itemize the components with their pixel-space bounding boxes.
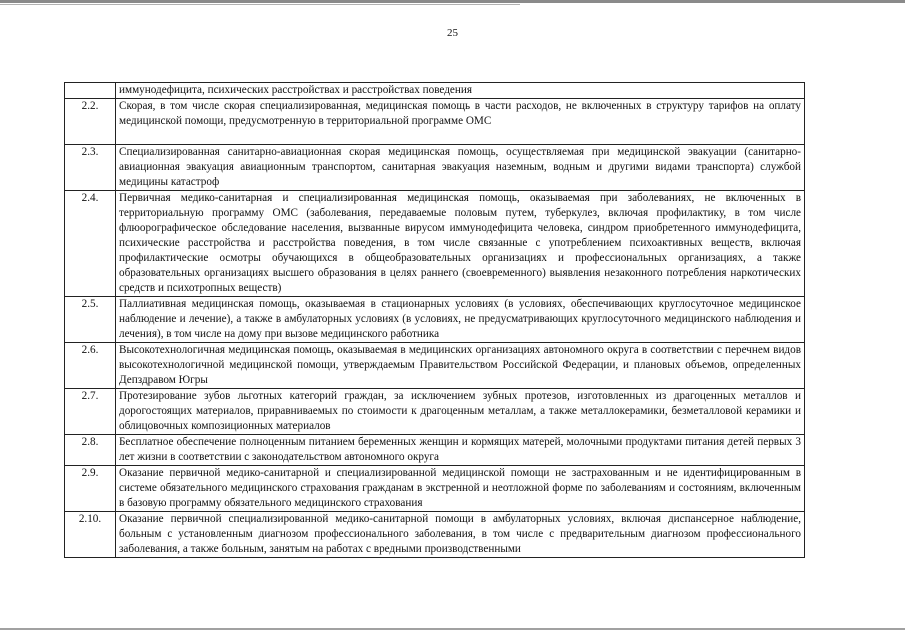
row-text: Оказание первичной медико-санитарной и специализированной медицинской помощи не застрахованным и не идентифицированным в системе обязательного медицинского страхования гражданам в экстренной и неотложной форме по заболеваниям и состояниям, включенным в базовую программу обязательного медицинского страхования bbox=[116, 466, 805, 512]
scan-top-edge-line bbox=[0, 4, 520, 5]
page-number: 25 bbox=[447, 27, 458, 39]
row-text-content: Скорая, в том числе скорая специализированная, медицинская помощь в части расходов, не включенных в структуру тарифов на оплату медицинской помощи, предусмотренную в территориальной программе ОМС bbox=[119, 100, 801, 127]
scan-bottom-edge bbox=[0, 628, 905, 630]
row-text: иммунодефицита, психических расстройствах и расстройствах поведения bbox=[116, 83, 805, 99]
row-number bbox=[65, 83, 116, 99]
row-text: Паллиативная медицинская помощь, оказываемая в стационарных условиях (в условиях, обеспечивающих круглосуточное медицинское наблюдение и лечение), а также в амбулаторных условиях (в условиях, не предусматривающих круглосуточного медицинского наблюдения и лечения), в том числе на дому при вызове медицинского работника bbox=[116, 297, 805, 343]
row-text: Протезирование зубов льготных категорий граждан, за исключением зубных протезов, изготовленных из драгоценных металлов и дорогостоящих материалов, приравниваемых по стоимости к драгоценным металлам, а также металлокерамики, безметалловой керамики и облицовочных композиционных материалов bbox=[116, 389, 805, 435]
row-number: 2.9. bbox=[65, 466, 116, 512]
services-table bbox=[64, 82, 805, 558]
table-row bbox=[65, 466, 805, 512]
row-number: 2.5. bbox=[65, 297, 116, 343]
table-row bbox=[65, 99, 805, 145]
table-row bbox=[65, 343, 805, 389]
row-text: Высокотехнологичная медицинская помощь, оказываемая в медицинских организациях автономного округа в соответствии с перечнем видов высокотехнологичной медицинской помощи, утверждаемым Правительством Российской Федерации, и плановых объемов, определенных Депздравом Югры bbox=[116, 343, 805, 389]
row-text: Первичная медико-санитарная и специализированная медицинская помощь, оказываемая при заболеваниях, не включенных в территориальную программу ОМС (заболевания, передаваемые половым путем, туберкулез, включая профилактику, в том числе флюорографическое обследование населения, вызванные вирусом иммунодефицита человека, синдром приобретенного иммунодефицита, психические расстройства и расстройства поведения, в том числе связанные с употреблением психоактивных веществ, включая профилактические осмотры обучающихся в общеобразовательных организациях и профессиональных организациях, а также образовательных организациях высшего образования в целях раннего (своевременного) выявления незаконного потребления наркотических средств и психотропных веществ) bbox=[116, 191, 805, 297]
table-row bbox=[65, 435, 805, 466]
row-number: 2.7. bbox=[65, 389, 116, 435]
table-row bbox=[65, 389, 805, 435]
row-number: 2.3. bbox=[65, 145, 116, 191]
table-row bbox=[65, 191, 805, 297]
row-text: Специализированная санитарно-авиационная скорая медицинская помощь, осуществляемая при медицинской эвакуации (санитарно-авиационная эвакуация авиационным транспортом, санитарная эвакуация наземным, водным и другими видами транспорта) службой медицины катастроф bbox=[116, 145, 805, 191]
table-row bbox=[65, 297, 805, 343]
table-row bbox=[65, 83, 805, 99]
row-number: 2.6. bbox=[65, 343, 116, 389]
row-number: 2.2. bbox=[65, 99, 116, 145]
table-row bbox=[65, 512, 805, 558]
row-number: 2.10. bbox=[65, 512, 116, 558]
table-row bbox=[65, 145, 805, 191]
row-text bbox=[116, 99, 805, 145]
row-text: Бесплатное обеспечение полноценным питанием беременных женщин и кормящих матерей, молочными продуктами питания детей первых 3 лет жизни в соответствии с законодательством автономного округа bbox=[116, 435, 805, 466]
row-number: 2.4. bbox=[65, 191, 116, 297]
scan-top-edge bbox=[0, 0, 905, 3]
row-number: 2.8. bbox=[65, 435, 116, 466]
row-text: Оказание первичной специализированной медико-санитарной помощи в амбулаторных условиях, включая диспансерное наблюдение, больным с установленным диагнозом профессионального заболевания, в том числе с предварительным диагнозом профессионального заболевания, а также больным, занятым на работах с вредными производственными bbox=[116, 512, 805, 558]
